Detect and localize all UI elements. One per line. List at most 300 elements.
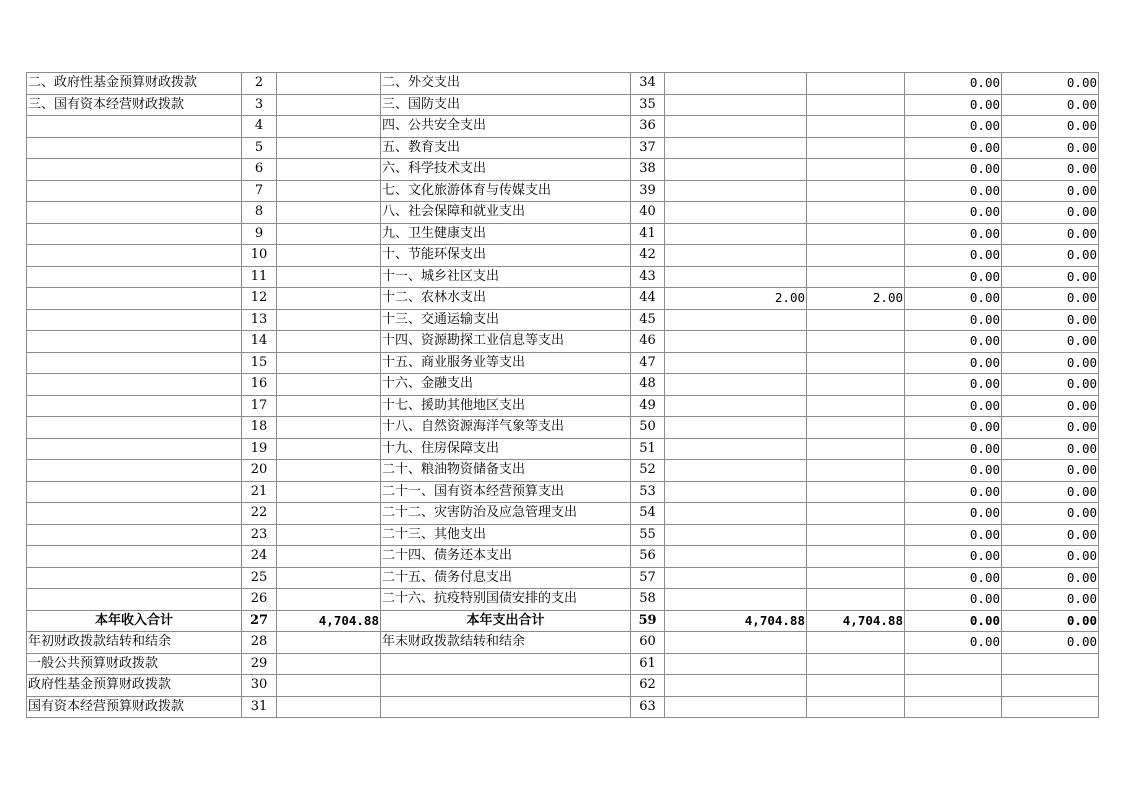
state-capital-budget-cell <box>1002 696 1099 718</box>
expenditure-item-cell: 二十一、国有资本经营预算支出 <box>381 481 631 503</box>
state-capital-budget-cell <box>1002 675 1099 697</box>
expenditure-item-cell: 九、卫生健康支出 <box>381 223 631 245</box>
income-amount-cell <box>277 417 381 439</box>
expenditure-item-cell: 十七、援助其他地区支出 <box>381 395 631 417</box>
fund-budget-cell: 0.00 <box>905 524 1002 546</box>
table-row <box>27 417 1099 439</box>
general-budget-cell <box>807 223 905 245</box>
expenditure-total-cell <box>665 180 807 202</box>
expenditure-row-number: 62 <box>631 675 665 697</box>
income-row-number: 26 <box>242 589 277 611</box>
income-row-number: 12 <box>242 288 277 310</box>
income-row-number: 4 <box>242 116 277 138</box>
table-row <box>27 524 1099 546</box>
state-capital-budget-cell: 0.00 <box>1002 374 1099 396</box>
income-item-cell <box>27 159 242 181</box>
income-item-cell <box>27 245 242 267</box>
state-capital-budget-cell: 0.00 <box>1002 180 1099 202</box>
table-row <box>27 137 1099 159</box>
table-body <box>27 73 1099 718</box>
expenditure-item-cell: 八、社会保障和就业支出 <box>381 202 631 224</box>
income-item-cell: 一般公共预算财政拨款 <box>27 653 242 675</box>
expenditure-row-number: 54 <box>631 503 665 525</box>
general-budget-cell <box>807 589 905 611</box>
income-item-cell: 二、政府性基金预算财政拨款 <box>27 73 242 95</box>
expenditure-item-cell: 四、公共安全支出 <box>381 116 631 138</box>
state-capital-budget-cell: 0.00 <box>1002 567 1099 589</box>
income-amount-cell <box>277 374 381 396</box>
income-row-number: 8 <box>242 202 277 224</box>
income-row-number: 10 <box>242 245 277 267</box>
table-row <box>27 503 1099 525</box>
income-item-cell <box>27 395 242 417</box>
expenditure-total-cell <box>665 481 807 503</box>
expenditure-row-number: 43 <box>631 266 665 288</box>
general-budget-cell <box>807 94 905 116</box>
general-budget-cell <box>807 632 905 654</box>
income-item-cell <box>27 223 242 245</box>
fund-budget-cell <box>905 696 1002 718</box>
state-capital-budget-cell: 0.00 <box>1002 137 1099 159</box>
income-row-number: 25 <box>242 567 277 589</box>
income-item-cell <box>27 481 242 503</box>
income-amount-cell <box>277 137 381 159</box>
state-capital-budget-cell: 0.00 <box>1002 202 1099 224</box>
state-capital-budget-cell: 0.00 <box>1002 245 1099 267</box>
income-item-cell <box>27 202 242 224</box>
expenditure-item-cell: 七、文化旅游体育与传媒支出 <box>381 180 631 202</box>
income-row-number: 6 <box>242 159 277 181</box>
fund-budget-cell: 0.00 <box>905 288 1002 310</box>
table-row <box>27 266 1099 288</box>
fund-budget-cell <box>905 653 1002 675</box>
table-row <box>27 223 1099 245</box>
income-amount-cell <box>277 395 381 417</box>
expenditure-item-cell: 六、科学技术支出 <box>381 159 631 181</box>
table-row <box>27 331 1099 353</box>
income-row-number: 17 <box>242 395 277 417</box>
income-amount-cell <box>277 632 381 654</box>
expenditure-row-number: 53 <box>631 481 665 503</box>
expenditure-total-cell <box>665 266 807 288</box>
table-row <box>27 481 1099 503</box>
table-row <box>27 675 1099 697</box>
expenditure-row-number: 41 <box>631 223 665 245</box>
income-amount-cell <box>277 589 381 611</box>
total-row <box>27 610 1099 632</box>
income-amount-cell <box>277 223 381 245</box>
expenditure-row-number: 55 <box>631 524 665 546</box>
table-row <box>27 202 1099 224</box>
state-capital-budget-cell <box>1002 653 1099 675</box>
fund-budget-cell: 0.00 <box>905 438 1002 460</box>
expenditure-row-number: 46 <box>631 331 665 353</box>
income-amount-cell <box>277 460 381 482</box>
state-capital-budget-cell: 0.00 <box>1002 116 1099 138</box>
table-row <box>27 245 1099 267</box>
expenditure-row-number: 35 <box>631 94 665 116</box>
table-row <box>27 395 1099 417</box>
income-row-number: 30 <box>242 675 277 697</box>
expenditure-total-cell <box>665 675 807 697</box>
table-row <box>27 73 1099 95</box>
expenditure-item-cell: 十五、商业服务业等支出 <box>381 352 631 374</box>
expenditure-total-cell: 4,704.88 <box>665 610 807 632</box>
expenditure-row-number: 37 <box>631 137 665 159</box>
income-item-cell <box>27 524 242 546</box>
fund-budget-cell: 0.00 <box>905 137 1002 159</box>
expenditure-item-cell: 三、国防支出 <box>381 94 631 116</box>
fund-budget-cell: 0.00 <box>905 632 1002 654</box>
general-budget-cell <box>807 374 905 396</box>
state-capital-budget-cell: 0.00 <box>1002 395 1099 417</box>
income-amount-cell <box>277 524 381 546</box>
general-budget-cell <box>807 438 905 460</box>
expenditure-row-number: 58 <box>631 589 665 611</box>
expenditure-item-cell: 二十五、债务付息支出 <box>381 567 631 589</box>
income-item-cell: 国有资本经营预算财政拨款 <box>27 696 242 718</box>
table-row <box>27 567 1099 589</box>
income-row-number: 14 <box>242 331 277 353</box>
income-item-cell <box>27 331 242 353</box>
table-row <box>27 116 1099 138</box>
expenditure-total-cell <box>665 202 807 224</box>
expenditure-total-cell <box>665 503 807 525</box>
expenditure-row-number: 52 <box>631 460 665 482</box>
state-capital-budget-cell: 0.00 <box>1002 352 1099 374</box>
table-row <box>27 352 1099 374</box>
expenditure-item-cell: 五、教育支出 <box>381 137 631 159</box>
table-row <box>27 94 1099 116</box>
income-row-number: 22 <box>242 503 277 525</box>
expenditure-total-cell <box>665 632 807 654</box>
fund-budget-cell: 0.00 <box>905 331 1002 353</box>
income-row-number: 15 <box>242 352 277 374</box>
income-amount-cell <box>277 546 381 568</box>
income-item-cell <box>27 503 242 525</box>
income-amount-cell <box>277 309 381 331</box>
general-budget-cell <box>807 653 905 675</box>
expenditure-item-cell: 十一、城乡社区支出 <box>381 266 631 288</box>
fund-budget-cell <box>905 675 1002 697</box>
general-budget-cell <box>807 503 905 525</box>
general-budget-cell <box>807 180 905 202</box>
state-capital-budget-cell: 0.00 <box>1002 589 1099 611</box>
general-budget-cell <box>807 352 905 374</box>
general-budget-cell <box>807 309 905 331</box>
income-item-cell <box>27 374 242 396</box>
expenditure-total-cell <box>665 460 807 482</box>
fund-budget-cell: 0.00 <box>905 610 1002 632</box>
state-capital-budget-cell: 0.00 <box>1002 309 1099 331</box>
income-amount-cell <box>277 245 381 267</box>
income-amount-cell <box>277 696 381 718</box>
income-amount-cell <box>277 352 381 374</box>
income-row-number: 9 <box>242 223 277 245</box>
general-budget-cell <box>807 73 905 95</box>
general-budget-cell <box>807 245 905 267</box>
income-row-number: 28 <box>242 632 277 654</box>
expenditure-row-number: 57 <box>631 567 665 589</box>
state-capital-budget-cell: 0.00 <box>1002 460 1099 482</box>
expenditure-row-number: 38 <box>631 159 665 181</box>
state-capital-budget-cell: 0.00 <box>1002 159 1099 181</box>
income-amount-cell <box>277 159 381 181</box>
income-item-cell <box>27 438 242 460</box>
state-capital-budget-cell: 0.00 <box>1002 632 1099 654</box>
income-amount-cell <box>277 94 381 116</box>
fund-budget-cell: 0.00 <box>905 460 1002 482</box>
income-amount-cell <box>277 180 381 202</box>
expenditure-row-number: 60 <box>631 632 665 654</box>
expenditure-total-cell: 2.00 <box>665 288 807 310</box>
state-capital-budget-cell: 0.00 <box>1002 266 1099 288</box>
general-budget-cell: 2.00 <box>807 288 905 310</box>
general-budget-cell <box>807 524 905 546</box>
fund-budget-cell: 0.00 <box>905 395 1002 417</box>
expenditure-total-cell <box>665 352 807 374</box>
income-row-number: 11 <box>242 266 277 288</box>
income-item-cell: 三、国有资本经营财政拨款 <box>27 94 242 116</box>
income-row-number: 3 <box>242 94 277 116</box>
income-amount-cell <box>277 438 381 460</box>
table-row <box>27 546 1099 568</box>
expenditure-row-number: 49 <box>631 395 665 417</box>
expenditure-row-number: 39 <box>631 180 665 202</box>
expenditure-row-number: 59 <box>631 610 665 632</box>
income-row-number: 21 <box>242 481 277 503</box>
expenditure-row-number: 50 <box>631 417 665 439</box>
expenditure-item-cell: 二十三、其他支出 <box>381 524 631 546</box>
income-row-number: 23 <box>242 524 277 546</box>
income-amount-cell <box>277 675 381 697</box>
general-budget-cell <box>807 546 905 568</box>
state-capital-budget-cell: 0.00 <box>1002 73 1099 95</box>
expenditure-total-cell <box>665 395 807 417</box>
fund-budget-cell: 0.00 <box>905 309 1002 331</box>
income-row-number: 13 <box>242 309 277 331</box>
expenditure-total-cell <box>665 653 807 675</box>
expenditure-item-cell <box>381 675 631 697</box>
expenditure-row-number: 56 <box>631 546 665 568</box>
expenditure-row-number: 48 <box>631 374 665 396</box>
expenditure-item-cell: 二十四、债务还本支出 <box>381 546 631 568</box>
expenditure-total-cell <box>665 438 807 460</box>
income-row-number: 20 <box>242 460 277 482</box>
fund-budget-cell: 0.00 <box>905 180 1002 202</box>
income-amount-cell <box>277 288 381 310</box>
expenditure-item-cell <box>381 696 631 718</box>
expenditure-row-number: 51 <box>631 438 665 460</box>
fund-budget-cell: 0.00 <box>905 567 1002 589</box>
general-budget-cell <box>807 481 905 503</box>
income-item-cell: 年初财政拨款结转和结余 <box>27 632 242 654</box>
fund-budget-cell: 0.00 <box>905 374 1002 396</box>
income-row-number: 24 <box>242 546 277 568</box>
income-row-number: 5 <box>242 137 277 159</box>
state-capital-budget-cell: 0.00 <box>1002 288 1099 310</box>
expenditure-item-cell: 年末财政拨款结转和结余 <box>381 632 631 654</box>
fund-budget-cell: 0.00 <box>905 202 1002 224</box>
income-item-cell <box>27 309 242 331</box>
expenditure-row-number: 47 <box>631 352 665 374</box>
expenditure-item-cell: 十八、自然资源海洋气象等支出 <box>381 417 631 439</box>
income-row-number: 31 <box>242 696 277 718</box>
income-item-cell <box>27 417 242 439</box>
income-row-number: 2 <box>242 73 277 95</box>
income-item-cell <box>27 116 242 138</box>
income-item-cell <box>27 567 242 589</box>
expenditure-row-number: 45 <box>631 309 665 331</box>
expenditure-total-cell <box>665 94 807 116</box>
table-row <box>27 309 1099 331</box>
income-amount-cell <box>277 202 381 224</box>
expenditure-row-number: 34 <box>631 73 665 95</box>
expenditure-item-cell: 二十六、抗疫特别国债安排的支出 <box>381 589 631 611</box>
state-capital-budget-cell: 0.00 <box>1002 331 1099 353</box>
income-item-cell: 政府性基金预算财政拨款 <box>27 675 242 697</box>
fund-budget-cell: 0.00 <box>905 245 1002 267</box>
income-row-number: 16 <box>242 374 277 396</box>
income-amount-cell <box>277 73 381 95</box>
expenditure-total-cell <box>665 223 807 245</box>
expenditure-total-cell <box>665 417 807 439</box>
table-row <box>27 653 1099 675</box>
income-item-cell <box>27 180 242 202</box>
income-item-cell <box>27 589 242 611</box>
income-row-number: 27 <box>242 610 277 632</box>
fund-budget-cell: 0.00 <box>905 352 1002 374</box>
expenditure-item-cell: 十六、金融支出 <box>381 374 631 396</box>
expenditure-total-cell <box>665 567 807 589</box>
general-budget-cell <box>807 395 905 417</box>
income-amount-cell <box>277 503 381 525</box>
budget-table <box>26 72 1099 718</box>
table-row <box>27 438 1099 460</box>
fund-budget-cell: 0.00 <box>905 116 1002 138</box>
expenditure-row-number: 63 <box>631 696 665 718</box>
expenditure-item-cell: 十三、交通运输支出 <box>381 309 631 331</box>
table-row <box>27 696 1099 718</box>
income-row-number: 29 <box>242 653 277 675</box>
state-capital-budget-cell: 0.00 <box>1002 610 1099 632</box>
general-budget-cell <box>807 460 905 482</box>
state-capital-budget-cell: 0.00 <box>1002 417 1099 439</box>
expenditure-total-cell <box>665 331 807 353</box>
income-item-cell: 本年收入合计 <box>27 610 242 632</box>
table-row <box>27 180 1099 202</box>
table-row <box>27 632 1099 654</box>
expenditure-item-cell: 十九、住房保障支出 <box>381 438 631 460</box>
fund-budget-cell: 0.00 <box>905 73 1002 95</box>
general-budget-cell <box>807 202 905 224</box>
state-capital-budget-cell: 0.00 <box>1002 503 1099 525</box>
expenditure-item-cell: 十四、资源勘探工业信息等支出 <box>381 331 631 353</box>
expenditure-total-cell <box>665 374 807 396</box>
general-budget-cell <box>807 331 905 353</box>
fund-budget-cell: 0.00 <box>905 481 1002 503</box>
table-row <box>27 460 1099 482</box>
fund-budget-cell: 0.00 <box>905 159 1002 181</box>
expenditure-row-number: 61 <box>631 653 665 675</box>
expenditure-row-number: 36 <box>631 116 665 138</box>
income-item-cell <box>27 288 242 310</box>
fund-budget-cell: 0.00 <box>905 94 1002 116</box>
fund-budget-cell: 0.00 <box>905 503 1002 525</box>
fund-budget-cell: 0.00 <box>905 223 1002 245</box>
general-budget-cell <box>807 159 905 181</box>
income-item-cell <box>27 137 242 159</box>
general-budget-cell <box>807 567 905 589</box>
expenditure-item-cell: 二、外交支出 <box>381 73 631 95</box>
expenditure-row-number: 42 <box>631 245 665 267</box>
state-capital-budget-cell: 0.00 <box>1002 524 1099 546</box>
income-item-cell <box>27 352 242 374</box>
general-budget-cell: 4,704.88 <box>807 610 905 632</box>
income-amount-cell <box>277 116 381 138</box>
fund-budget-cell: 0.00 <box>905 417 1002 439</box>
general-budget-cell <box>807 675 905 697</box>
table-row <box>27 288 1099 310</box>
expenditure-total-cell <box>665 137 807 159</box>
expenditure-total-cell <box>665 245 807 267</box>
income-amount-cell <box>277 331 381 353</box>
income-row-number: 19 <box>242 438 277 460</box>
expenditure-total-cell <box>665 589 807 611</box>
expenditure-total-cell <box>665 309 807 331</box>
expenditure-item-cell: 二十二、灾害防治及应急管理支出 <box>381 503 631 525</box>
expenditure-item-cell <box>381 653 631 675</box>
general-budget-cell <box>807 137 905 159</box>
income-row-number: 7 <box>242 180 277 202</box>
expenditure-row-number: 44 <box>631 288 665 310</box>
state-capital-budget-cell: 0.00 <box>1002 438 1099 460</box>
expenditure-item-cell: 二十、粮油物资储备支出 <box>381 460 631 482</box>
general-budget-cell <box>807 696 905 718</box>
income-amount-cell <box>277 266 381 288</box>
income-amount-cell <box>277 481 381 503</box>
state-capital-budget-cell: 0.00 <box>1002 94 1099 116</box>
table-row <box>27 159 1099 181</box>
income-item-cell <box>27 460 242 482</box>
state-capital-budget-cell: 0.00 <box>1002 223 1099 245</box>
income-amount-cell: 4,704.88 <box>277 610 381 632</box>
income-amount-cell <box>277 653 381 675</box>
income-item-cell <box>27 546 242 568</box>
general-budget-cell <box>807 266 905 288</box>
fund-budget-cell: 0.00 <box>905 589 1002 611</box>
state-capital-budget-cell: 0.00 <box>1002 481 1099 503</box>
expenditure-total-cell <box>665 546 807 568</box>
expenditure-total-cell <box>665 696 807 718</box>
income-amount-cell <box>277 567 381 589</box>
expenditure-total-cell <box>665 73 807 95</box>
table-row <box>27 589 1099 611</box>
expenditure-item-cell: 十、节能环保支出 <box>381 245 631 267</box>
table-row <box>27 374 1099 396</box>
general-budget-cell <box>807 116 905 138</box>
expenditure-total-cell <box>665 524 807 546</box>
expenditure-total-cell <box>665 159 807 181</box>
fund-budget-cell: 0.00 <box>905 546 1002 568</box>
general-budget-cell <box>807 417 905 439</box>
income-item-cell <box>27 266 242 288</box>
expenditure-item-cell: 本年支出合计 <box>381 610 631 632</box>
expenditure-total-cell <box>665 116 807 138</box>
expenditure-row-number: 40 <box>631 202 665 224</box>
expenditure-item-cell: 十二、农林水支出 <box>381 288 631 310</box>
state-capital-budget-cell: 0.00 <box>1002 546 1099 568</box>
